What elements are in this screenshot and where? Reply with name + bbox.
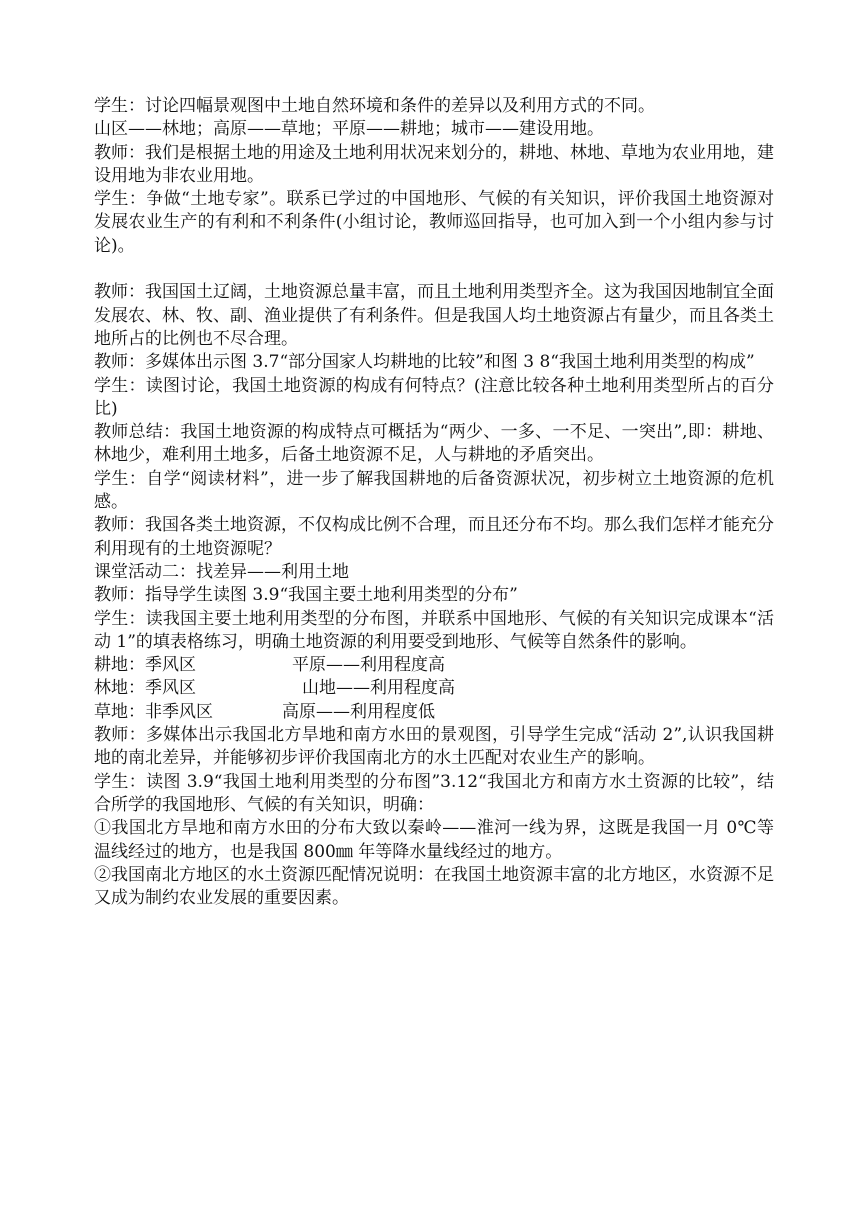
paragraph: 教师：我国国土辽阔，土地资源总量丰富，而且土地利用类型齐全。这为我国因地制宜全面发展农、林、牧、副、渔业提供了有利条件。但是我国人均土地资源占有量少，而且各类土地所占的比例也不尽合理。 <box>94 282 774 349</box>
paragraph: 教师：多媒体出示我国北方旱地和南方水田的景观图，引导学生完成“活动 2”,认识我国耕地的南北差异，并能够初步评价我国南北方的水土匹配对农业生产的影响。 <box>94 725 774 769</box>
paragraph: 学生：自学“阅读材料”，进一步了解我国耕地的后备资源状况，初步树立土地资源的危机感。 <box>94 468 774 513</box>
paragraph: 教师：我们是根据土地的用途及土地利用状况来划分的，耕地、林地、草地为农业用地，建设用地为非农业用地。 <box>94 142 774 186</box>
land-use-degree: 平原——利用程度高 <box>292 655 445 676</box>
paragraph: 教师总结：我国土地资源的构成特点可概括为“两少、一多、一不足、一突出”,即：耕地、林地少，难利用土地多，后备土地资源不足，人与耕地的矛盾突出。 <box>94 422 774 466</box>
land-use-degree: 山地——利用程度高 <box>302 678 455 699</box>
paragraph: 教师：指导学生读图 3.9“我国主要土地利用类型的分布” <box>94 585 518 606</box>
paragraph: ②我国南北方地区的水土资源匹配情况说明：在我国土地资源丰富的北方地区，水资源不足又成为制约农业发展的重要因素。 <box>94 864 774 909</box>
paragraph: ①我国北方旱地和南方水田的分布大致以秦岭——淮河一线为界，这既是我国一月 0℃等温线经过的地方，也是我国 800㎜ 年等降水量线经过的地方。 <box>94 818 774 862</box>
land-use-row <box>94 677 774 700</box>
blank-line <box>94 258 774 281</box>
paragraph: 学生：读图 3.9“我国土地利用类型的分布图”3.12“我国北方和南方水土资源的比较”，结合所学的我国地形、气候的有关知识，明确： <box>94 771 774 815</box>
paragraph: 课堂活动二：找差异——利用土地 <box>94 561 349 582</box>
land-use-row <box>94 654 774 677</box>
document-body <box>94 95 774 910</box>
paragraph: 学生：讨论四幅景观图中土地自然环境和条件的差异以及利用方式的不同。 <box>94 96 655 116</box>
paragraph: 教师：我国各类土地资源，不仅构成比例不合理，而且还分布不均。那么我们怎样才能充分利用现有的土地资源呢？ <box>94 515 774 559</box>
paragraph: 山区——林地；高原——草地；平原——耕地；城市——建设用地。 <box>94 119 604 140</box>
paragraph: 教师：多媒体出示图 3.7“部分国家人均耕地的比较”和图 3 8“我国土地利用类型的构成” <box>94 352 755 373</box>
land-use-degree: 高原——利用程度低 <box>282 701 435 722</box>
paragraph: 学生：读我国主要土地利用类型的分布图，并联系中国地形、气候的有关知识完成课本“活动 1”的填表格练习，明确土地资源的利用要受到地形、气候等自然条件的影响。 <box>94 608 774 652</box>
land-type-label: 草地：非季风区 <box>94 701 213 722</box>
land-type-label: 林地：季风区 <box>94 678 196 699</box>
paragraph: 学生：读图讨论，我国土地资源的构成有何特点？(注意比较各种土地利用类型所占的百分比) <box>94 375 774 419</box>
land-type-label: 耕地：季风区 <box>94 655 196 676</box>
land-use-row <box>94 701 774 724</box>
paragraph: 学生：争做“土地专家”。联系已学过的中国地形、气候的有关知识，评价我国土地资源对发展农业生产的有利和不利条件(小组讨论，教师巡回指导，也可加入到一个小组内参与讨论)。 <box>94 189 774 256</box>
